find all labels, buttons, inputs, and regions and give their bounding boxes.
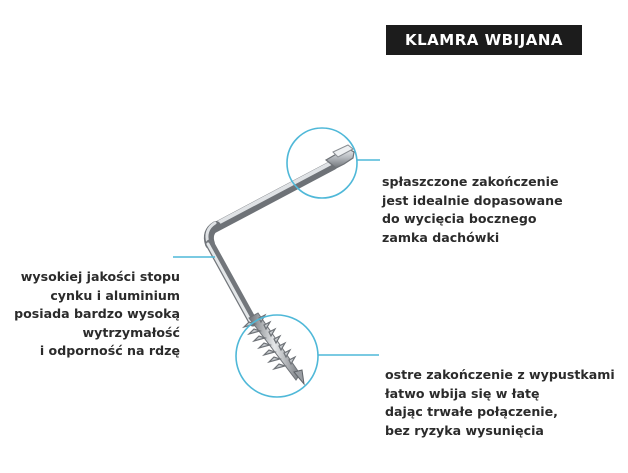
callout-line: bez ryzyka wysunięcia [385, 422, 544, 438]
diagram-title: KLAMRA WBIJANA [404, 31, 563, 49]
callout-line: łatwo wbija się w łatę [385, 385, 540, 401]
title-banner [386, 25, 582, 55]
clip-leg [210, 244, 253, 322]
callout-flattened-end [382, 173, 563, 247]
clip-upper-arm [214, 165, 333, 228]
hook-clip-illustration [207, 145, 354, 384]
callout-line: wysokiej jakości stopu [20, 269, 180, 284]
callout-markers [173, 128, 380, 397]
callout-line: do wycięcia bocznego [382, 211, 537, 226]
callout-line: i odporność na rdzę [39, 343, 180, 358]
callout-line: dając trwałe połączenie, [385, 404, 558, 419]
clip-barbed-shank [249, 313, 300, 380]
clip-upper-arm-highlight [214, 162, 333, 225]
callout-line: spłaszczone zakończenie [382, 174, 559, 189]
callout-line: ostre zakończenie z wypustkami [385, 367, 615, 382]
callout-line: jest idealnie dopasowane [382, 192, 563, 208]
callout-line: cynku i aluminium [50, 287, 180, 303]
callout-alloy [0, 268, 180, 361]
callout-circle-sharp-end [236, 315, 318, 397]
callout-line: wytrzymałość [82, 324, 180, 340]
callout-line: posiada bardzo wysoką [14, 306, 180, 321]
callout-sharp-end [385, 366, 615, 440]
callout-line: zamka dachówki [382, 229, 500, 245]
